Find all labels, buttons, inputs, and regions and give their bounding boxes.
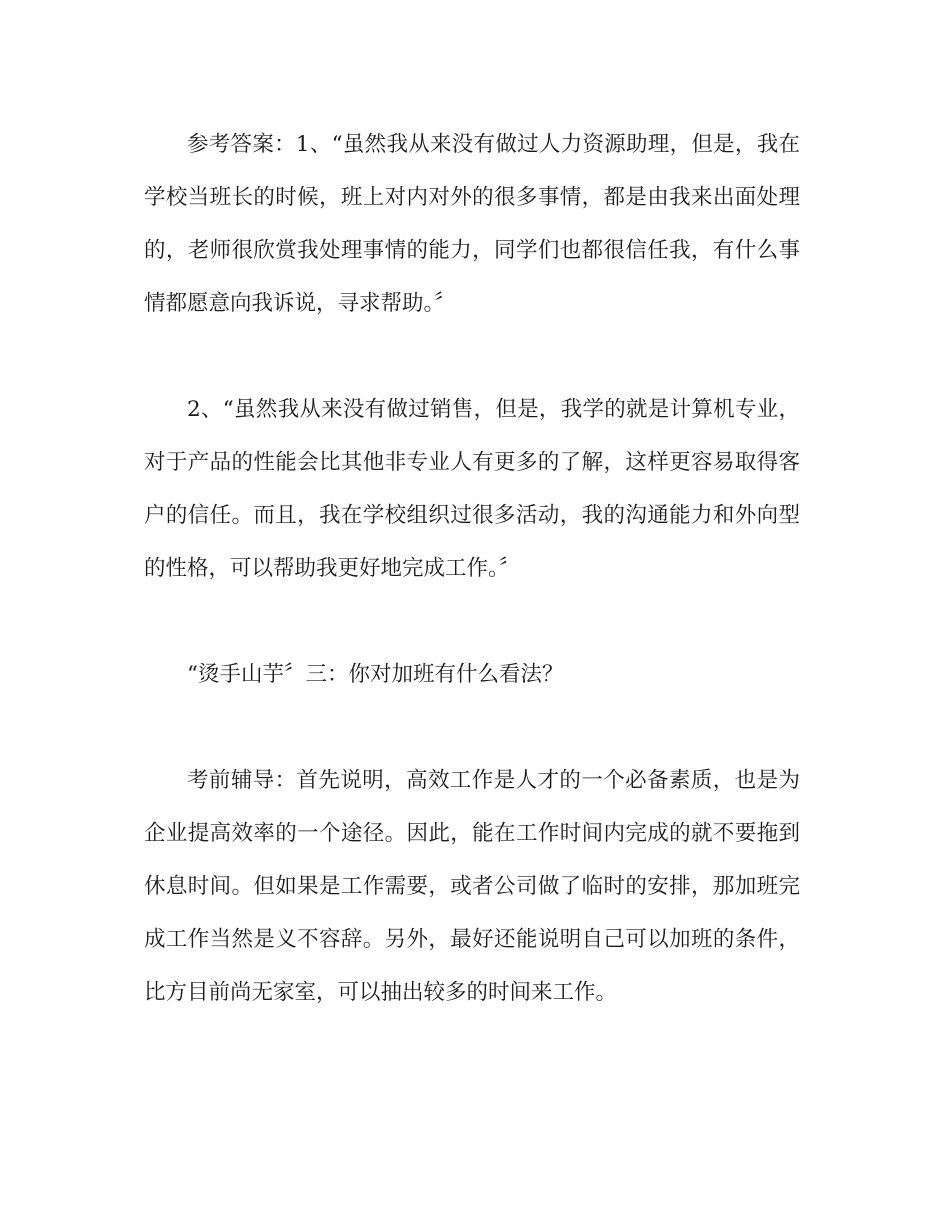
answer-paragraph-1: 参考答案：1、“虽然我从来没有做过人力资源助理，但是，我在学校当班长的时候，班上对内对外的很多事情，都是由我来出面处理的，老师很欣赏我处理事情的能力，同学们也都很信任我，有什么事情都愿意向我诉说，寻求帮助。〞 xyxy=(144,132,800,316)
answer-paragraph-2: 2、“虽然我从来没有做过销售，但是，我学的就是计算机专业，对于产品的性能会比其他非专业人有更多的了解，这样更容易取得客户的信任。而且，我在学校组织过很多活动，我的沟通能力和外向型的性格，可以帮助我更好地完成工作。〞 xyxy=(144,397,800,581)
question-heading: “烫手山芋〞三：你对加班有什么看法？ xyxy=(187,662,564,687)
document-body xyxy=(144,118,800,1019)
guidance-paragraph: 考前辅导：首先说明，高效工作是人才的一个必备素质，也是为企业提高效率的一个途径。因此，能在工作时间内完成的就不要拖到休息时间。但如果是工作需要，或者公司做了临时的安排，那加班完成工作当然是义不容辞。另外，最好还能说明自己可以加班的条件，比方目前尚无家室，可以抽出较多的时间来工作。 xyxy=(144,768,800,1005)
